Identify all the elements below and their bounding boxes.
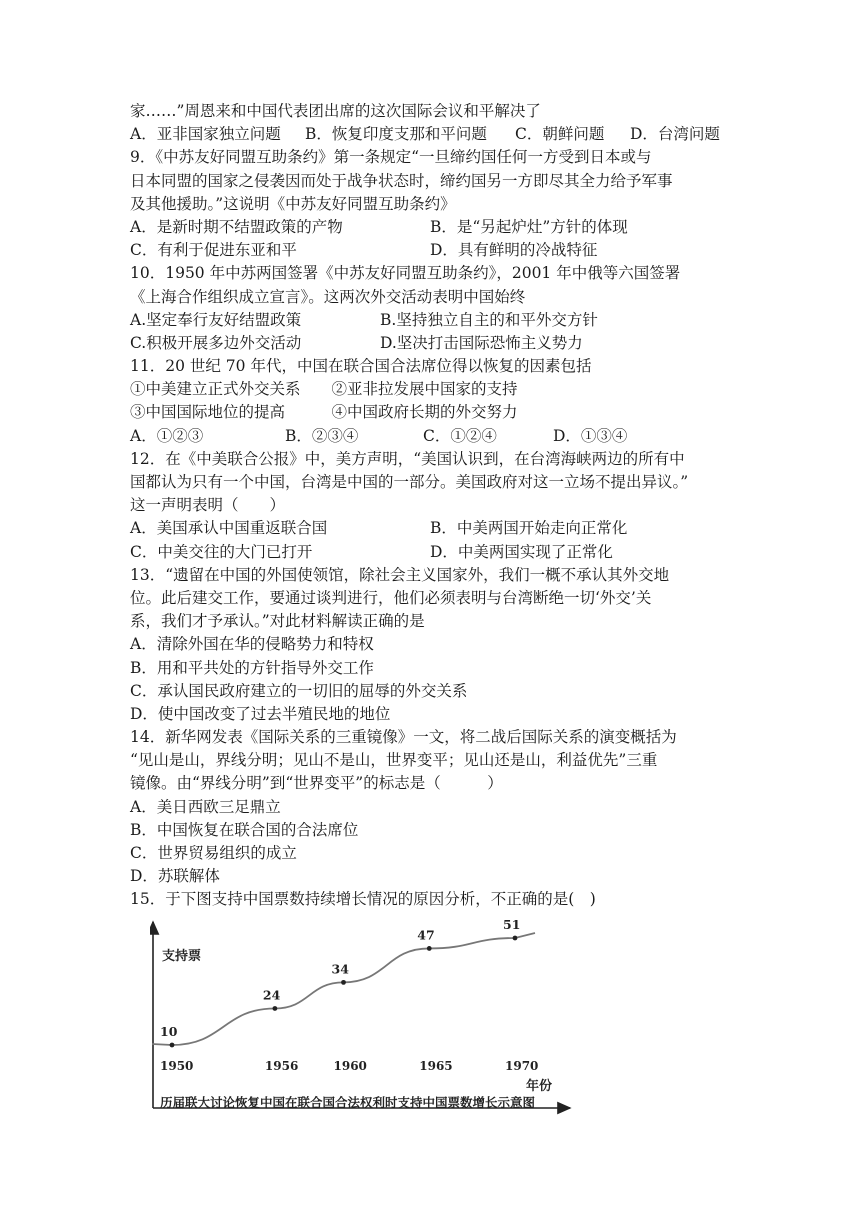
option-c: C．有利于促进东亚和平 xyxy=(130,241,297,260)
option-c: C．世界贸易组织的成立 xyxy=(130,844,297,862)
option-b: B．用和平共处的方针指导外交工作 xyxy=(130,658,374,677)
data-point xyxy=(273,1006,278,1011)
text-line: “见山是山，界线分明；见山不是山，世界变平；见山还是山，利益优先”三重 xyxy=(130,751,658,770)
text-line: 系，我们才予承认。”对此材料解读正确的是 xyxy=(130,612,425,631)
option-c: C．承认国民政府建立的一切旧的屈辱的外交关系 xyxy=(130,681,468,700)
question-13: 13．“遗留在中国的外国使领馆，除社会主义国家外，我们一概不承认其外交地 xyxy=(130,565,670,584)
series-line xyxy=(152,933,535,1045)
question-12: 12．在《中美联合公报》中，美方声明，“美国认识到，在台湾海峡两边的所有中 xyxy=(130,449,685,468)
options-row xyxy=(130,541,740,564)
options-row xyxy=(130,123,740,146)
data-point xyxy=(170,1043,175,1048)
data-label: 34 xyxy=(331,961,349,977)
x-tick-label: 1965 xyxy=(419,1059,453,1073)
text-line: ③中国国际地位的提高 ④中国政府长期的外交努力 xyxy=(130,403,518,422)
options-row xyxy=(130,239,740,262)
question-15: 15．于下图支持中国票数持续增长情况的原因分析，不正确的是( ) xyxy=(130,890,596,909)
x-tick-label: 1956 xyxy=(264,1059,299,1073)
option-a: A．清除外国在华的侵略势力和特权 xyxy=(130,635,374,654)
option-c: C．①②④ xyxy=(423,426,497,445)
data-label: 51 xyxy=(503,917,521,932)
option-d: D．使中国改变了过去半殖民地的地位 xyxy=(130,704,391,723)
text-line: 《上海合作组织成立宣言》。这两次外交活动表明中国始终 xyxy=(130,287,526,306)
question-14: 14．新华网发表《国际关系的三重镜像》一文，将二战后国际关系的演变概括为 xyxy=(130,728,677,747)
option-d: D．具有鲜明的冷战特征 xyxy=(430,241,598,260)
option-b: B．中美两国开始走向正常化 xyxy=(430,519,628,538)
data-label: 24 xyxy=(262,987,281,1003)
option-c: C.积极开展多边外交活动 xyxy=(130,333,302,352)
text-line: 这一声明表明（ ） xyxy=(130,496,286,515)
option-a: A.坚定奉行友好结盟政策 xyxy=(130,310,302,329)
text-line: ①中美建立正式外交关系 ②亚非拉发展中国家的支持 xyxy=(130,380,518,399)
exam-page xyxy=(130,100,740,912)
question-11: 11．20 世纪 70 年代，中国在联合国合法席位得以恢复的因素包括 xyxy=(130,357,592,376)
text-line: 家……”周恩来和中国代表团出席的这次国际会议和平解决了 xyxy=(130,102,541,120)
option-b: B．②③④ xyxy=(285,426,359,445)
option-d: D．台湾问题 xyxy=(630,125,720,144)
text-line: 国都认为只有一个中国，台湾是中国的一部分。美国政府对这一立场不提出异议。” xyxy=(130,473,689,491)
figure-caption: 历届联大讨论恢复中国在联合国合法权利时支持中国票数增长示意图 xyxy=(160,1095,536,1110)
question-10: 10．1950 年中苏两国签署《中苏友好同盟互助条约》，2001 年中俄等六国签署 xyxy=(130,264,681,283)
question-9: 9．《中苏友好同盟互助条约》第一条规定“一旦缔约国任何一方受到日本或与 xyxy=(130,148,652,167)
options-row xyxy=(130,309,740,332)
option-c: C．朝鲜问题 xyxy=(515,125,605,144)
text-line: 镜像。由“界线分明”到“世界变平”的标志是（ ） xyxy=(130,774,503,793)
options-row xyxy=(130,517,740,540)
x-axis-label: 年份 xyxy=(526,1079,553,1094)
options-row xyxy=(130,332,740,355)
option-a: A．美国承认中国重返联合国 xyxy=(130,519,328,538)
text-line: 位。此后建交工作，要通过谈判进行，他们必须表明与台湾断绝一切‘外交’关 xyxy=(130,588,652,607)
option-b: B．恢复印度支那和平问题 xyxy=(305,125,487,144)
data-label: 47 xyxy=(417,927,435,943)
option-c: C．中美交往的大门已打开 xyxy=(130,542,313,561)
option-a: A．①②③ xyxy=(130,426,204,445)
text-line: 及其他援助。”这说明《中苏友好同盟互助条约》 xyxy=(130,194,456,213)
option-a: A．亚非国家独立问题 xyxy=(130,125,281,144)
option-a: A．是新时期不结盟政策的产物 xyxy=(130,217,343,236)
option-b: B．中国恢复在联合国的合法席位 xyxy=(130,820,359,839)
data-point xyxy=(513,936,518,941)
data-label: 10 xyxy=(160,1024,178,1039)
option-a: A．美日西欧三足鼎立 xyxy=(130,797,281,816)
option-b: B.坚持独立自主的和平外交方针 xyxy=(380,310,598,329)
vote-growth-figure xyxy=(150,910,580,1115)
text-line: 日本同盟的国家之侵袭因而处于战争状态时，缔约国另一方即尽其全力给予军事 xyxy=(130,171,673,190)
data-point xyxy=(341,980,346,985)
x-tick-label: 1960 xyxy=(333,1059,367,1073)
x-tick-label: 1970 xyxy=(505,1059,539,1073)
x-tick-label: 1950 xyxy=(160,1059,194,1073)
option-d: D.坚决打击国际恐怖主义势力 xyxy=(380,333,583,352)
option-d: D．中美两国实现了正常化 xyxy=(430,542,613,561)
option-d: D．苏联解体 xyxy=(130,867,220,886)
y-axis-label: 支持票 xyxy=(162,949,202,964)
option-b: B．是“另起炉灶”方针的体现 xyxy=(430,217,628,236)
data-point xyxy=(427,946,432,951)
options-row xyxy=(130,216,740,239)
vote-growth-chart xyxy=(150,910,580,1115)
option-d: D．①③④ xyxy=(553,426,628,445)
options-row xyxy=(130,425,740,448)
